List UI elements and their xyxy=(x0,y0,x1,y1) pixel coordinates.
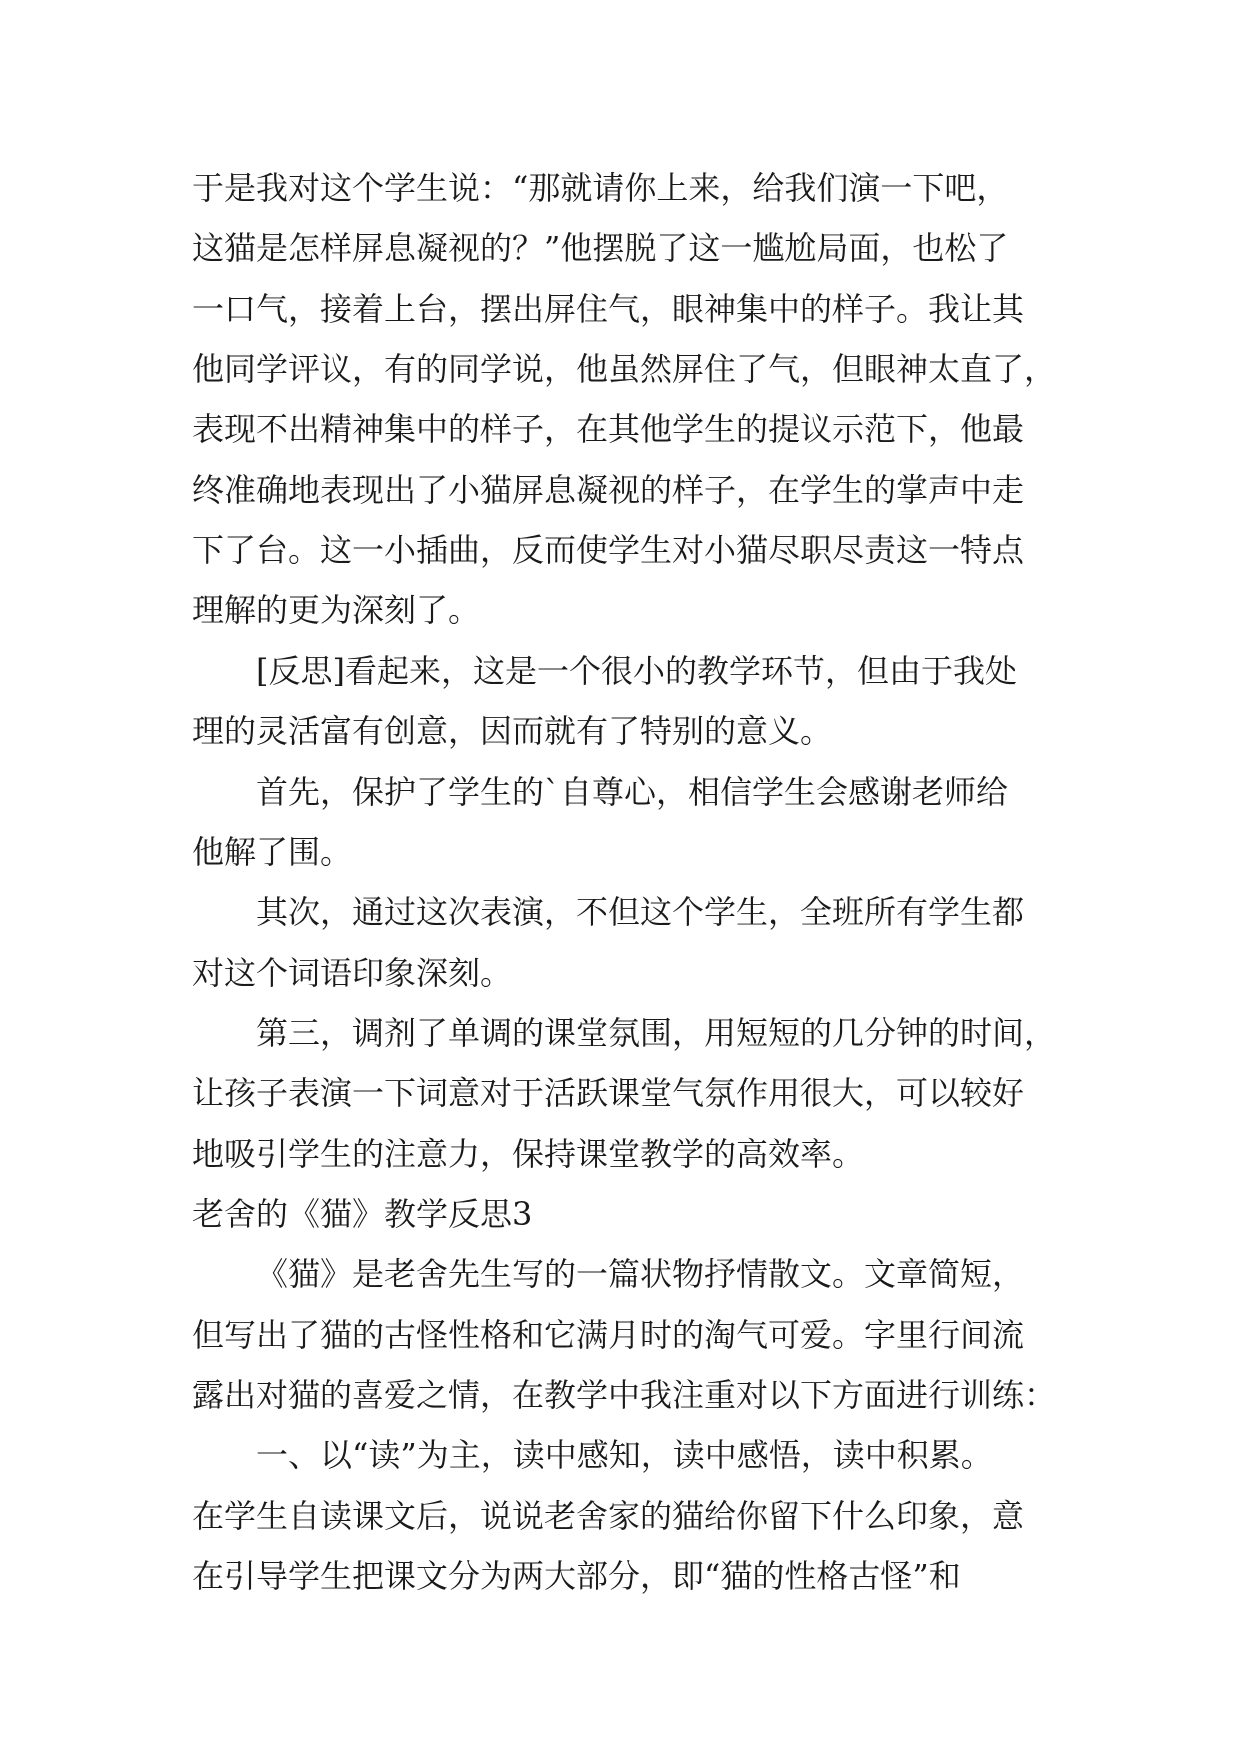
paragraph-line: 一、以“读”为主，读中感知，读中感悟，读中积累。 xyxy=(256,1436,993,1474)
paragraph-line: 其次，通过这次表演，不但这个学生，全班所有学生都 xyxy=(256,893,1025,931)
section-heading: 老舍的《猫》教学反思3 xyxy=(192,1195,533,1233)
text-line: 一口气，接着上台，摆出屏住气，眼神集中的样子。我让其 xyxy=(192,290,1025,328)
paragraph-line: 第三，调剂了单调的课堂氛围，用短短的几分钟的时间， xyxy=(256,1014,1057,1052)
text-line: 他解了围。 xyxy=(192,833,353,871)
paragraph-line: 《猫》是老舍先生写的一篇状物抒情散文。文章简短， xyxy=(256,1255,1025,1293)
text-line: 于是我对这个学生说：“那就请你上来，给我们演一下吧， xyxy=(192,169,1009,207)
text-line: 对这个词语印象深刻。 xyxy=(192,954,513,992)
text-line: 理解的更为深刻了。 xyxy=(192,591,481,629)
text-line: 露出对猫的喜爱之情，在教学中我注重对以下方面进行训练： xyxy=(192,1376,1057,1414)
text-line: 理的灵活富有创意，因而就有了特别的意义。 xyxy=(192,712,833,750)
text-line: 表现不出精神集中的样子，在其他学生的提议示范下，他最 xyxy=(192,410,1025,448)
text-line: 地吸引学生的注意力，保持课堂教学的高效率。 xyxy=(192,1135,865,1173)
text-line: 让孩子表演一下词意对于活跃课堂气氛作用很大，可以较好 xyxy=(192,1074,1025,1112)
paragraph-line: [反思]看起来，这是一个很小的教学环节，但由于我处 xyxy=(256,652,1017,690)
paragraph-line: 首先，保护了学生的`自尊心，相信学生会感谢老师给 xyxy=(256,773,1009,811)
text-line: 在学生自读课文后，说说老舍家的猫给你留下什么印象，意 xyxy=(192,1497,1025,1535)
text-line: 在引导学生把课文分为两大部分，即“猫的性格古怪”和 xyxy=(192,1557,961,1595)
text-line: 但写出了猫的古怪性格和它满月时的淘气可爱。字里行间流 xyxy=(192,1316,1025,1354)
text-line: 下了台。这一小插曲，反而使学生对小猫尽职尽责这一特点 xyxy=(192,531,1025,569)
text-line: 终准确地表现出了小猫屏息凝视的样子，在学生的掌声中走 xyxy=(192,471,1025,509)
text-line: 他同学评议，有的同学说，他虽然屏住了气，但眼神太直了， xyxy=(192,350,1057,388)
text-line: 这猫是怎样屏息凝视的？”他摆脱了这一尴尬局面，也松了 xyxy=(192,229,1009,267)
